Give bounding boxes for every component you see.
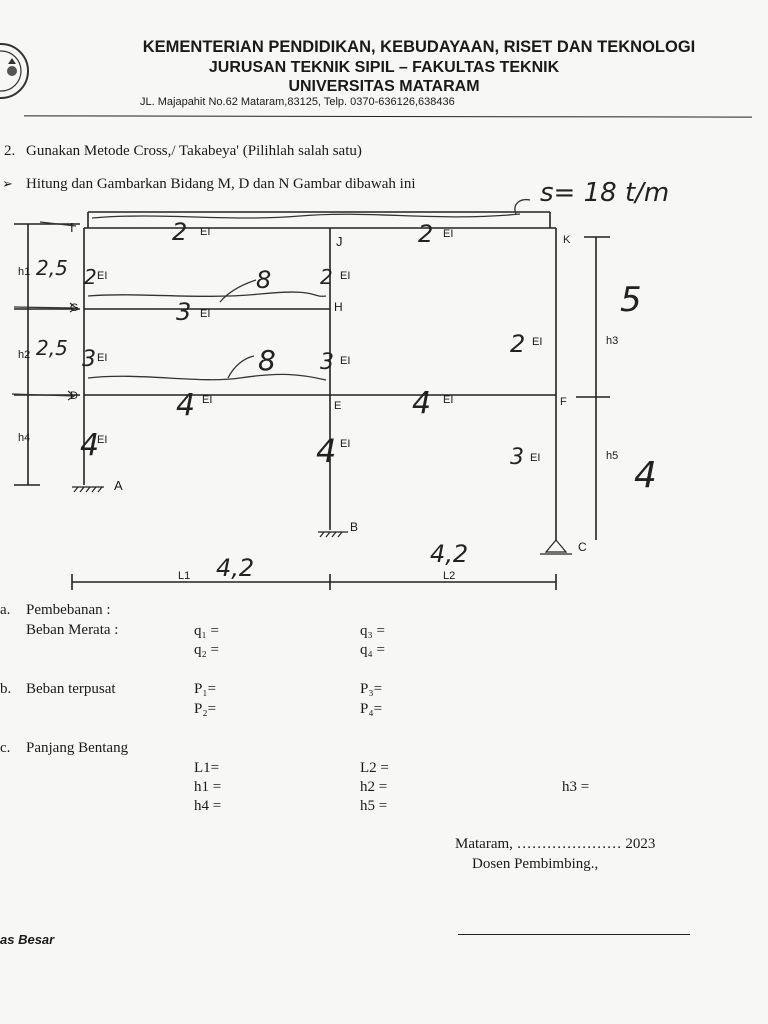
node-G: G <box>70 302 79 314</box>
field-P2: P₂= <box>194 701 217 717</box>
hand-ei-FC: 3 <box>510 445 524 470</box>
section-c-title: Panjang Bentang <box>26 740 129 756</box>
member-label-GD: EI <box>97 352 108 364</box>
question-instruction: Hitung dan Gambarkan Bidang M, D dan N Gambar dibawah ini <box>26 176 416 192</box>
member-label-JK: EI <box>443 228 454 240</box>
footer-label: as Besar <box>0 932 55 947</box>
node-A: A <box>114 478 123 493</box>
signature-place-date: Mataram, ………………… 2023 <box>455 836 656 852</box>
question-number: 2. <box>4 143 16 159</box>
field-P3: P₃= <box>360 681 383 697</box>
node-B: B <box>350 520 359 534</box>
field-q1: q₁ = <box>194 623 219 639</box>
hand-ei-HE: 3 <box>320 350 334 375</box>
hand-ei-IG: 2 <box>84 265 97 289</box>
member-label-GH: EI <box>200 308 211 320</box>
hand-ei-JK: 2 <box>418 220 434 248</box>
field-q4: q₄ = <box>360 642 385 658</box>
dim-L2: L2 <box>443 570 456 582</box>
section-a-title: Pembebanan : <box>26 602 111 618</box>
node-I: I <box>70 220 74 235</box>
node-C: C <box>578 540 587 554</box>
hand-ei-DE: 4 <box>176 388 196 423</box>
node-F: F <box>560 396 567 408</box>
hand-ei-DA: 4 <box>80 428 100 463</box>
hand-h5: 4 <box>634 455 657 496</box>
dim-h2: h2 <box>18 349 31 361</box>
member-label-HE: EI <box>340 355 351 367</box>
field-h5: h5 = <box>360 798 388 814</box>
signature-role: Dosen Pembimbing., <box>472 856 599 872</box>
section-a-sub: Beban Merata : <box>26 622 119 638</box>
hand-load-top: s= 18 t/m <box>540 178 670 208</box>
hand-h3: 5 <box>620 280 642 320</box>
hand-ei-GH: 3 <box>176 298 192 326</box>
member-label-DA: EI <box>97 434 108 446</box>
hand-L1: 4,2 <box>216 554 255 582</box>
dim-L1: L1 <box>178 570 191 582</box>
question-text: Gunakan Metode Cross,/ Takabeya' (Pilihlah salah satu) <box>26 143 362 159</box>
hand-load-mid2: 8 <box>258 344 276 377</box>
hand-ei-KF: 2 <box>510 330 526 358</box>
field-L1: L1= <box>194 760 220 776</box>
dim-h5: h5 <box>606 450 619 462</box>
member-label-IJ: EI <box>200 226 211 238</box>
section-b-marker: b. <box>0 681 12 697</box>
section-b-title: Beban terpusat <box>26 681 116 697</box>
member-label-FC: EI <box>530 452 541 464</box>
section-c-marker: c. <box>0 740 11 756</box>
hand-load-mid1: 8 <box>256 266 272 294</box>
field-q2: q₂ = <box>194 642 219 658</box>
field-P4: P₄= <box>360 701 383 717</box>
dim-h3: h3 <box>606 335 619 347</box>
hand-ei-JH: 2 <box>320 265 333 289</box>
hand-ei-EB: 4 <box>316 432 337 470</box>
node-D: D <box>70 390 78 402</box>
field-h1: h1 = <box>194 779 222 795</box>
hand-ei-GD: 3 <box>82 347 96 372</box>
hand-L2: 4,2 <box>430 540 469 568</box>
bullet-arrow-icon: ➢ <box>2 176 13 191</box>
node-J: J <box>336 234 343 249</box>
section-a-marker: a. <box>0 602 11 618</box>
hand-ei-EF: 4 <box>412 386 432 421</box>
field-q3: q₃ = <box>360 623 385 639</box>
member-label-IG: EI <box>97 270 108 282</box>
node-E: E <box>334 400 342 412</box>
field-P1: P₁= <box>194 681 217 697</box>
dim-h1: h1 <box>18 266 31 278</box>
header-address: JL. Majapahit No.62 Mataram,83125, Telp. 0370-636126,638436 <box>140 96 455 108</box>
member-label-EB: EI <box>340 438 351 450</box>
hand-ei-IJ: 2 <box>172 218 188 246</box>
signature-line <box>458 934 690 935</box>
field-h3: h3 = <box>562 779 590 795</box>
member-label-EF: EI <box>443 394 454 406</box>
node-H: H <box>334 300 343 314</box>
member-label-JH: EI <box>340 270 351 282</box>
field-h2: h2 = <box>360 779 388 795</box>
header-ministry: KEMENTERIAN PENDIDIKAN, KEBUDAYAAN, RISET DAN TEKNOLOGI <box>142 38 696 56</box>
hand-h2: 2,5 <box>36 336 68 360</box>
header-university: UNIVERSITAS MATARAM <box>288 78 480 95</box>
dim-h4: h4 <box>18 432 31 444</box>
member-label-DE: EI <box>202 394 213 406</box>
member-label-KF: EI <box>532 336 543 348</box>
field-h4: h4 = <box>194 798 222 814</box>
field-L2: L2 = <box>360 760 389 776</box>
header-department: JURUSAN TEKNIK SIPIL – FAKULTAS TEKNIK <box>208 59 560 76</box>
node-K: K <box>563 234 571 246</box>
hand-h1: 2,5 <box>36 256 68 280</box>
